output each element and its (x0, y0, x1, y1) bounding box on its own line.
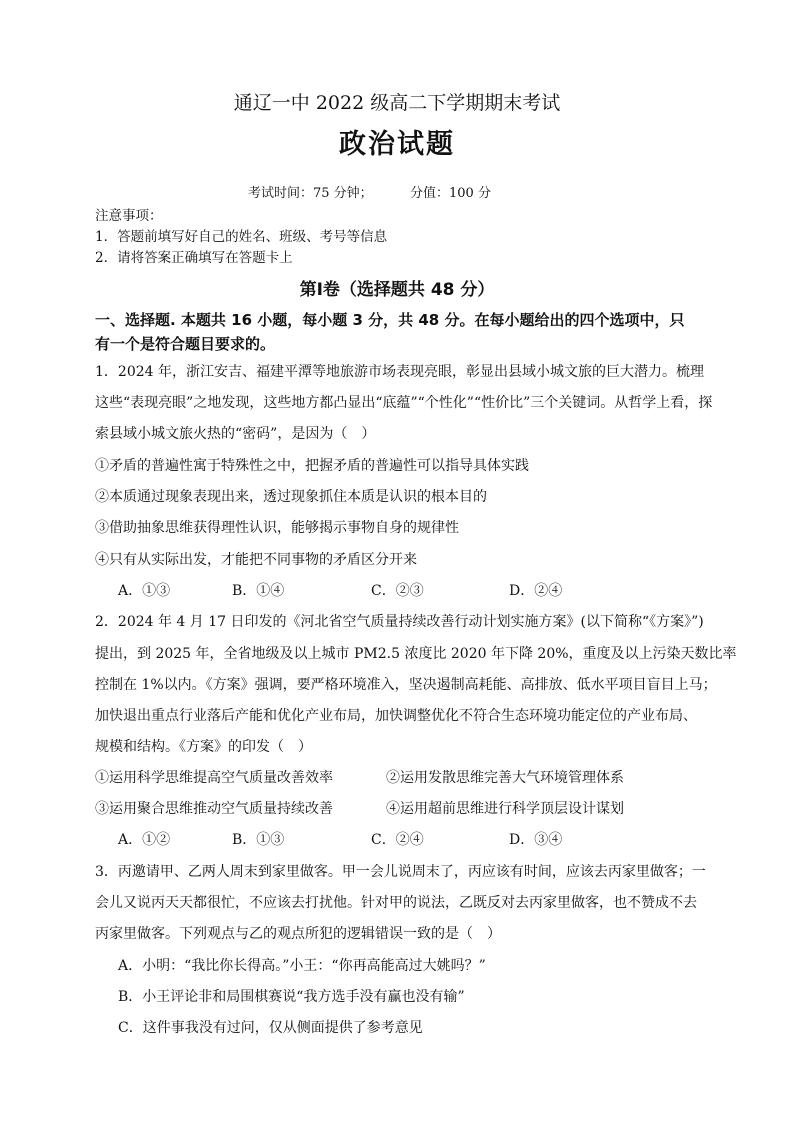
question-2-statement: ①运用科学思维提高空气质量改善效率 (95, 770, 333, 786)
subject-title: 政治试题 (339, 129, 455, 160)
part-instructions: 有一个是符合题目要求的。 (95, 335, 276, 353)
question-2-stem: 加快退出重点行业落后产能和优化产业布局，加快调整优化不符合生态环境功能定位的产业布局、 (95, 708, 697, 724)
question-2-statement: ④运用超前思维进行科学顶层设计谋划 (386, 801, 624, 817)
question-2-option-b: B．①③ (232, 832, 285, 848)
question-2-stem: 提出，到 2025 年，全省地级及以上城市 PM2.5 浓度比 2020 年下降 20%，重度及以上污染天数比率 (95, 646, 737, 662)
part-instructions: 一、选择题. 本题共 16 小题，每小题 3 分，共 48 分。在每小题给出的四个选项中，只 (95, 311, 685, 329)
question-1-option-b: B．①④ (232, 583, 285, 599)
question-2-statement: ③运用聚合思维推动空气质量持续改善 (95, 801, 333, 817)
question-2-option-d: D．③④ (509, 832, 563, 848)
question-3-option-a: A．小明：“我比你长得高。”小王：“你再高能高过大姚吗？” (118, 958, 486, 974)
exam-title: 通辽一中 2022 级高二下学期期末考试 (233, 92, 561, 114)
exam-score: 分值：100 分 (410, 186, 491, 201)
question-3-stem: 3．丙邀请甲、乙两人周末到家里做客。甲一会儿说周末了，丙应该有时间，应该去丙家里做客；一 (95, 864, 706, 880)
question-3-stem: 会儿又说丙天天都很忙，不应该去打扰他。针对甲的说法，乙既反对去丙家里做客，也不赞成不去 (95, 895, 697, 911)
section-title: 第Ⅰ卷（选择题共 48 分） (299, 280, 495, 300)
question-3-option-c: C．这件事我没有过问，仅从侧面提供了参考意见 (118, 1020, 423, 1036)
notes-heading: 注意事项： (95, 208, 163, 224)
question-3-stem: 丙家里做客。下列观点与乙的观点所犯的逻辑错误一致的是（ ） (95, 926, 501, 942)
question-1-statement: ①矛盾的普遍性寓于特殊性之中，把握矛盾的普遍性可以指导具体实践 (95, 458, 529, 474)
question-1-statement: ④只有从实际出发，才能把不同事物的矛盾区分开来 (95, 552, 417, 568)
question-1-statement: ③借助抽象思维获得理性认识，能够揭示事物自身的规律性 (95, 520, 459, 536)
question-2-option-a: A．①② (118, 832, 171, 848)
question-2-statement: ②运用发散思维完善大气环境管理体系 (386, 770, 624, 786)
note-item: 1．答题前填写好自己的姓名、班级、考号等信息 (95, 229, 388, 245)
question-2-stem: 2．2024 年 4 月 17 日印发的《河北省空气质量持续改善行动计划实施方案》(以下简称“《方案》”) (95, 614, 704, 630)
question-1-stem: 索县域小城文旅火热的“密码”，是因为（ ） (95, 426, 376, 442)
question-1-stem: 这些“表现亮眼”之地发现，这些地方都凸显出“底蕴”“个性化”“性价比”三个关键词。从哲学上看，探 (95, 395, 713, 411)
question-2-option-c: C．②④ (371, 832, 424, 848)
question-1-option-c: C．②③ (371, 583, 424, 599)
question-2-stem: 控制在 1%以内。《方案》强调，要严格环境准入，坚决遏制高耗能、高排放、低水平项目盲目上马； (95, 677, 717, 693)
question-2-stem: 规模和结构。《方案》的印发（ ） (95, 739, 312, 755)
question-1-option-a: A．①③ (118, 583, 171, 599)
question-1-statement: ②本质通过现象表现出来，透过现象抓住本质是认识的根本目的 (95, 489, 487, 505)
question-1-stem: 1．2024 年，浙江安吉、福建平潭等地旅游市场表现亮眼，彰显出县域小城文旅的巨大潜力。梳理 (95, 364, 704, 380)
note-item: 2．请将答案正确填写在答题卡上 (95, 250, 293, 266)
exam-time: 考试时间：75 分钟； (248, 186, 373, 201)
question-1-option-d: D．②④ (509, 583, 563, 599)
question-3-option-b: B．小王评论非和局围棋赛说“我方选手没有赢也没有输” (118, 989, 465, 1005)
